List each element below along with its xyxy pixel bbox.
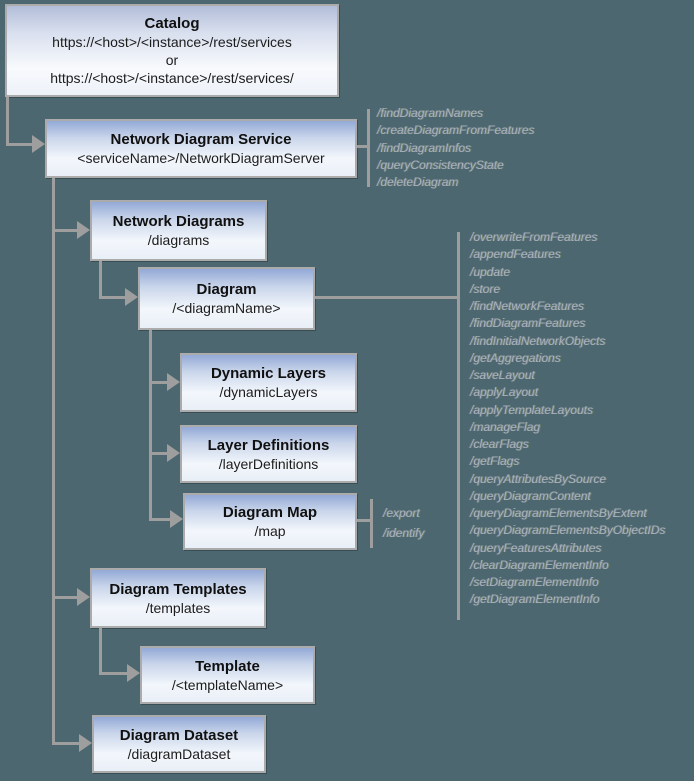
operation-link[interactable]: /store: [470, 281, 501, 296]
connector-line: [99, 296, 125, 299]
catalog-url-2: https://<host>/<instance>/rest/services/: [50, 70, 294, 86]
ops-bracket-line: [367, 109, 370, 187]
connector-line: [99, 672, 127, 675]
operation-link[interactable]: /setDiagramElementInfo: [470, 575, 599, 589]
node-catalog[interactable]: [5, 4, 339, 97]
arrowhead-icon: [77, 221, 90, 239]
node-path: /diagrams: [147, 232, 210, 248]
operation-link[interactable]: /saveLayout: [470, 368, 535, 382]
operation-link[interactable]: /findDiagramFeatures: [470, 316, 586, 331]
connector-line: [52, 742, 79, 745]
arrowhead-icon: [170, 510, 183, 528]
connector-line: [6, 143, 32, 146]
connector-line: [52, 229, 77, 232]
connector-line: [99, 628, 102, 675]
map-operations-list: [383, 503, 424, 543]
node-layer-definitions[interactable]: [180, 425, 357, 483]
connector-line: [99, 261, 102, 299]
node-path: /layerDefinitions: [218, 455, 319, 472]
node-path: <serviceName>/NetworkDiagramServer: [77, 150, 325, 166]
operation-link[interactable]: /queryDiagramContent: [470, 488, 591, 503]
node-title: Template: [195, 657, 260, 675]
connector-line: [149, 330, 152, 521]
node-title: Layer Definitions: [207, 436, 330, 454]
node-network-diagram-service[interactable]: [45, 119, 357, 178]
catalog-or-label: or: [165, 52, 179, 68]
operation-link[interactable]: /findNetworkFeatures: [470, 299, 585, 313]
connector-line: [149, 381, 167, 384]
operation-link[interactable]: /overwriteFromFeatures: [470, 230, 598, 244]
operation-link[interactable]: /getAggregations: [470, 350, 561, 365]
ops-bracket-line: [370, 499, 373, 548]
node-diagram-map[interactable]: [183, 493, 357, 550]
arrowhead-icon: [79, 734, 92, 752]
operation-link[interactable]: /getDiagramElementInfo: [470, 592, 600, 607]
arrowhead-icon: [77, 588, 90, 606]
operation-link[interactable]: /queryConsistencyState: [377, 157, 504, 172]
catalog-url-1: https://<host>/<instance>/rest/services: [52, 34, 292, 50]
operation-link[interactable]: /findDiagramInfos: [377, 140, 472, 155]
connector-line: [149, 518, 170, 521]
arrowhead-icon: [167, 444, 180, 462]
node-diagram-templates[interactable]: [90, 568, 266, 628]
node-path: /<diagramName>: [172, 300, 281, 316]
node-title: Dynamic Layers: [210, 365, 327, 382]
operation-link[interactable]: /applyLayout: [470, 385, 539, 400]
operation-link[interactable]: /getFlags: [470, 454, 520, 469]
arrowhead-icon: [127, 664, 140, 682]
node-diagram-dataset[interactable]: [92, 715, 266, 773]
arrowhead-icon: [167, 373, 180, 391]
operation-link[interactable]: /clearFlags: [470, 437, 529, 451]
node-path: /diagramDataset: [127, 745, 231, 762]
node-title: Diagram Dataset: [119, 726, 239, 744]
node-path: /map: [254, 523, 286, 539]
operation-link[interactable]: /manageFlag: [470, 419, 541, 434]
connector-line: [52, 178, 55, 745]
operation-link[interactable]: /export: [383, 506, 420, 520]
operation-link[interactable]: /queryAttributesBySource: [470, 471, 607, 486]
node-title: Diagram Templates: [109, 580, 247, 598]
node-title: Diagram Map: [222, 504, 318, 521]
operation-link[interactable]: /findDiagramNames: [377, 106, 484, 120]
node-title: Network Diagram Service: [110, 131, 292, 148]
operation-link[interactable]: /update: [470, 264, 511, 279]
operation-link[interactable]: /queryDiagramElementsByObjectIDs: [470, 523, 666, 538]
operation-link[interactable]: /queryDiagramElementsByExtent: [470, 506, 647, 520]
connector-line: [315, 296, 460, 299]
connector-line: [6, 97, 9, 146]
connector-line: [149, 452, 167, 455]
node-title: Catalog: [144, 15, 200, 32]
service-operations-list: [377, 105, 534, 191]
operation-link[interactable]: /clearDiagramElementInfo: [470, 557, 609, 572]
arrowhead-icon: [32, 135, 45, 153]
node-path: /<templateName>: [171, 676, 284, 693]
node-diagram[interactable]: [138, 267, 315, 330]
node-path: /templates: [145, 599, 211, 616]
node-network-diagrams[interactable]: [90, 200, 267, 261]
node-dynamic-layers[interactable]: [180, 353, 357, 412]
operation-link[interactable]: /queryFeaturesAttributes: [470, 540, 602, 555]
node-template[interactable]: [140, 646, 315, 704]
ops-bracket-line: [457, 232, 460, 620]
arrowhead-icon: [125, 288, 138, 306]
operation-link[interactable]: /appendFeatures: [470, 247, 561, 262]
node-title: Network Diagrams: [112, 213, 245, 230]
operation-link[interactable]: /findInitialNetworkObjects: [470, 333, 606, 348]
connector-line: [52, 596, 77, 599]
operation-link[interactable]: /createDiagramFromFeatures: [377, 123, 535, 138]
node-path: /dynamicLayers: [219, 384, 318, 400]
operation-link[interactable]: /deleteDiagram: [377, 175, 459, 189]
operation-link[interactable]: /identify: [383, 526, 425, 540]
diagram-operations-list: [470, 229, 665, 609]
node-title: Diagram: [196, 281, 257, 298]
operation-link[interactable]: /applyTemplateLayouts: [470, 402, 593, 417]
